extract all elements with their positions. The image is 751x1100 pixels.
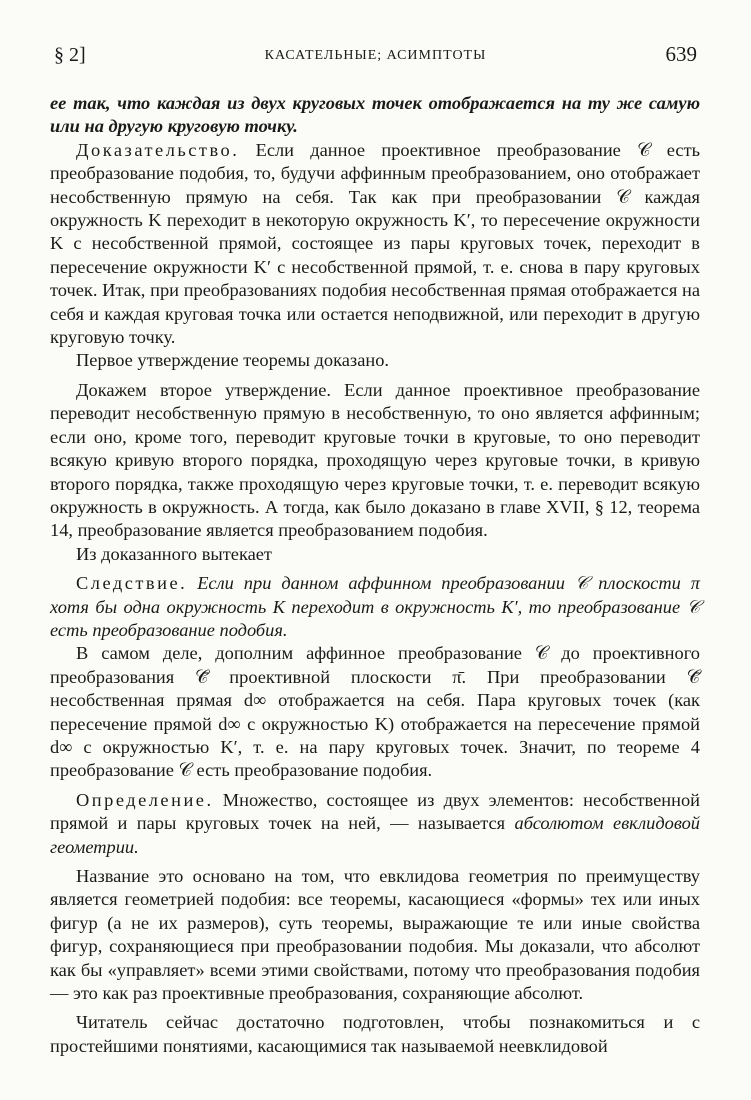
paragraph-reader: Читатель сейчас достаточно подготовлен, чтобы познакомиться и с простейшими понятиями, касающимися так называемой неевклидовой xyxy=(50,1012,700,1056)
corollary-proof-paragraph: В самом деле, дополним аффинное преобразование 𝒞 до проективного преобразования 𝒞̄ проективной плоскости π̄. При преобразовании 𝒞̄ несобственная прямая d∞ отображается на себя. Пара круговых точек (как пересечение прямой d∞ с окружностью K) отображается на пересечение прямой d∞ с окружностью K′, т. е. на пару круговых точек. Значит, по теореме 4 преобразование 𝒞 есть преобразование подобия. xyxy=(50,643,700,781)
proof-heading: Доказательство. xyxy=(76,139,240,160)
paragraph-name-explanation: Название это основано на том, что евклидова геометрия по преимуществу является геометрией подобия: все теоремы, касающиеся «формы» тех или иных фигур (а не их размеров), суть теоремы, выражающие те или иные свойства фигур, сохраняющиеся при преобразовании подобия. Мы доказали, что абсолют как бы «управляет» всеми этими свойствами, потому что преобразования подобия — это как раз проективные преобразования, сохраняющие абсолют. xyxy=(50,866,700,1004)
theorem-continuation: ее так, что каждая из двух круговых точек отображается на ту же самую или на другую круговую точку. xyxy=(50,93,700,137)
definition-paragraph: Определение. Множество, состоящее из двух элементов: несобственной прямой и пары круговых точек на ней, — называется абсолютом евклидовой геометрии. xyxy=(50,789,700,857)
proof-paragraph: Доказательство. Если данное проективное преобразование 𝒞 есть преобразование подобия, то, будучи аффинным преобразованием, оно отображает несобственную прямую на себя. Так как при преобразовании 𝒞 каждая окружность K переходит в некоторую окружность K′, то пересечение окружности K с несобственной прямой, состоящее из пары круговых точек, переходит в пересечение окружности K′ с несобственной прямой, т. е. снова в пару круговых точек. Итак, при преобразованиях подобия несобственная прямая отображается на себя и каждая круговая точка или остается неподвижной, или переходит в другую круговую точку. xyxy=(50,139,700,348)
section-mark: § 2] xyxy=(54,44,86,66)
corollary-paragraph: Следствие. Если при данном аффинном преобразовании 𝒞 плоскости π хотя бы одна окружность K переходит в окружность K′, то преобразование 𝒞 есть преобразование подобия. xyxy=(50,573,700,640)
page-number: 639 xyxy=(665,42,697,66)
paragraph-second-statement: Докажем второе утверждение. Если данное проективное преобразование переводит несобственную прямую в несобственную, то оно является аффинным; если оно, кроме того, переводит круговые точки в круговые, то оно переводит всякую кривую второго порядка, проходящую через круговые точки, в кривую второго порядка, также проходящую через круговые точки, т. е. переводит всякую окружность в окружность. А тогда, как было доказано в главе XVII, § 12, теорема 14, преобразование является преобразованием подобия. xyxy=(50,379,700,541)
page-body xyxy=(50,92,700,1058)
definition-heading: Определение. xyxy=(76,789,214,810)
paragraph-first-statement: Первое утверждение теоремы доказано. xyxy=(76,350,389,371)
corollary-heading: Следствие. xyxy=(76,573,188,594)
running-title: КАСАТЕЛЬНЫЕ; АСИМПТОТЫ xyxy=(264,48,487,63)
running-header xyxy=(48,38,703,72)
paragraph-derived: Из доказанного вытекает xyxy=(76,543,272,564)
